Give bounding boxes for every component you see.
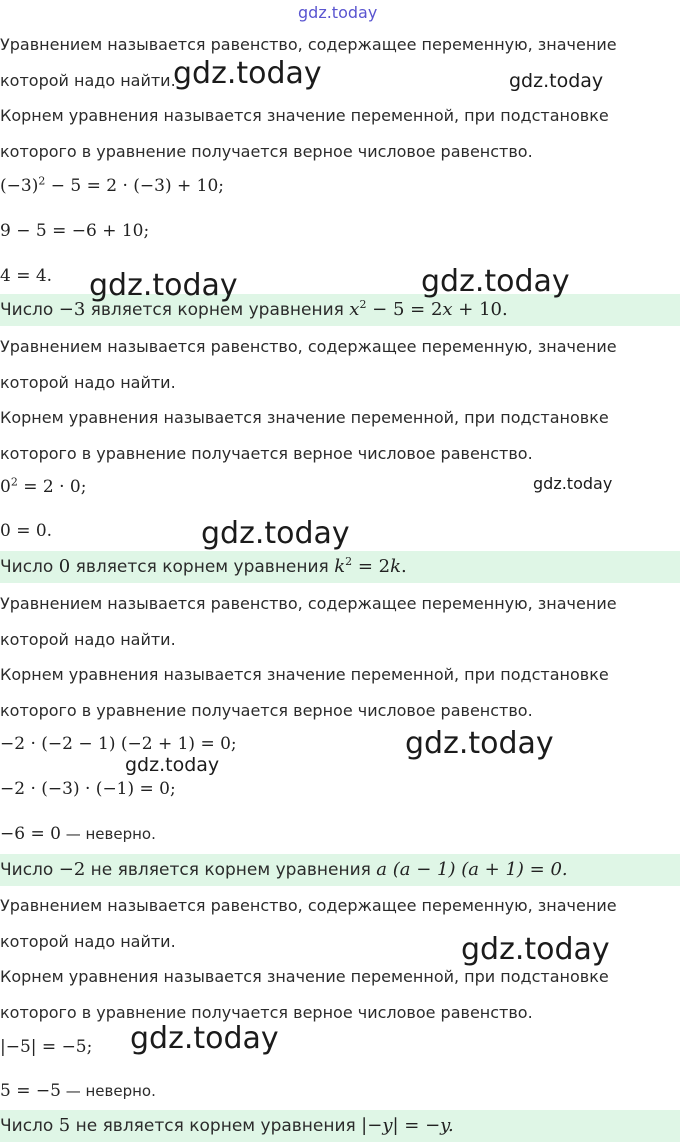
watermark-text: gdz.today [509,70,604,92]
conclusion-2: Число 0 является корнем уравнения $k^2 = 2k$. [0,551,680,583]
definition-root-line-1: Корнем уравнения называется значение переменной, при подстановке [0,665,609,684]
watermark-text: gdz.today [461,932,610,967]
step-3-3: −6 = 0 — неверно. [0,824,156,844]
definition-equation-line-2: которой надо найти. [0,932,176,951]
definition-root-line-2: которого в уравнение получается верное числовое равенство. [0,701,533,720]
watermark-text: gdz.today [89,268,238,303]
watermark-text: gdz.today [405,726,554,761]
step-2-1: $0^2 = 2 \cdot 0$; [0,475,87,497]
definition-root-line-1: Корнем уравнения называется значение переменной, при подстановке [0,106,609,125]
definition-equation-line-1: Уравнением называется равенство, содержащее переменную, значение [0,594,617,613]
watermark-text: gdz.today [533,474,613,493]
definition-equation-line-1: Уравнением называется равенство, содержащее переменную, значение [0,337,617,356]
definition-root-line-1: Корнем уравнения называется значение переменной, при подстановке [0,408,609,427]
definition-equation-line-2: которой надо найти. [0,71,176,90]
watermark-text: gdz.today [130,1021,279,1056]
step-1-3: 4 = 4. [0,266,53,286]
definition-root-line-2: которого в уравнение получается верное числовое равенство. [0,142,533,161]
definition-equation-line-2: которой надо найти. [0,373,176,392]
definition-equation-line-1: Уравнением называется равенство, содержащее переменную, значение [0,35,617,54]
header-watermark: gdz.today [298,3,378,22]
step-1-2: 9 − 5 = −6 + 10; [0,221,150,241]
definition-root-line-2: которого в уравнение получается верное числовое равенство. [0,444,533,463]
definition-equation-line-2: которой надо найти. [0,630,176,649]
step-3-1: −2 · (−2 − 1) (−2 + 1) = 0; [0,734,237,754]
conclusion-3: Число −2 не является корнем уравнения a (a − 1) (a + 1) = 0. [0,854,680,886]
definition-root-line-2: которого в уравнение получается верное числовое равенство. [0,1003,533,1022]
watermark-text: gdz.today [421,264,570,299]
watermark-text: gdz.today [201,516,350,551]
definition-root-line-1: Корнем уравнения называется значение переменной, при подстановке [0,967,609,986]
watermark-text: gdz.today [125,754,220,776]
conclusion-1: Число −3 является корнем уравнения $x^2 - 5 = 2x + 10$. [0,294,680,326]
step-1-1: $(-3)^2 - 5 = 2 \cdot (-3) + 10$; [0,174,225,196]
step-3-2: −2 · (−3) · (−1) = 0; [0,779,176,799]
step-2-2: 0 = 0. [0,521,53,541]
watermark-text: gdz.today [173,56,322,91]
definition-equation-line-1: Уравнением называется равенство, содержащее переменную, значение [0,896,617,915]
conclusion-4: Число 5 не является корнем уравнения |−y| = −y. [0,1110,680,1142]
step-4-2: 5 = −5 — неверно. [0,1081,156,1101]
step-4-1: |−5| = −5; [0,1037,93,1057]
